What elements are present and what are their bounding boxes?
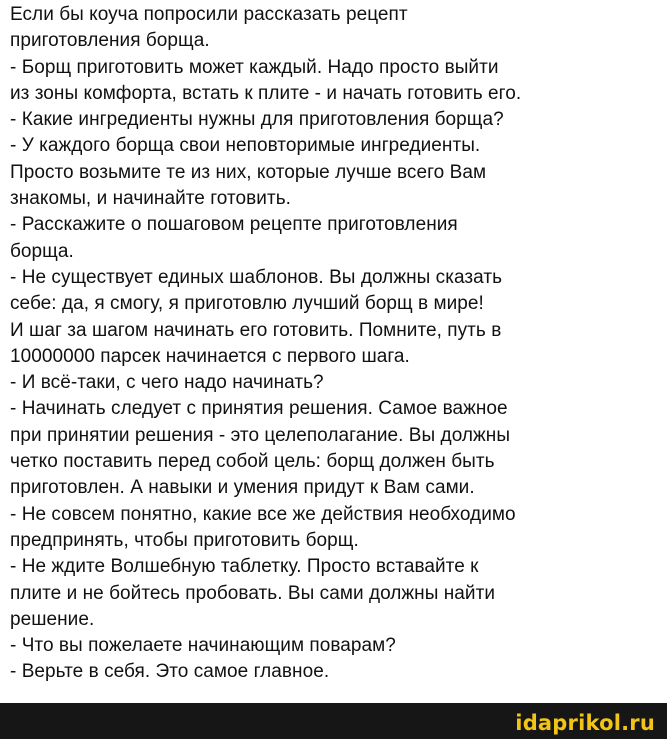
footer-bar xyxy=(0,703,667,739)
text-line: И шаг за шагом начинать его готовить. Помните, путь в xyxy=(10,319,502,341)
text-line: плите и не бойтесь пробовать. Вы сами должны найти xyxy=(10,582,495,604)
watermark-logo: idaprikol.ru xyxy=(515,711,655,735)
text-line: - Не совсем понятно, какие все же действия необходимо xyxy=(10,503,516,525)
text-line: - Не ждите Волшебную таблетку. Просто вставайте к xyxy=(10,556,479,578)
text-line: Просто возьмите те из них, которые лучше всего Вам xyxy=(10,161,487,183)
text-line: решение. xyxy=(10,608,95,630)
text-line: из зоны комфорта, встать к плите - и начать готовить его. xyxy=(10,82,522,104)
text-line: - Верьте в себя. Это самое главное. xyxy=(10,661,330,683)
text-line: - Не существует единых шаблонов. Вы должны сказать xyxy=(10,266,503,288)
text-line: - Какие ингредиенты нужны для приготовления борща? xyxy=(10,109,504,131)
text-line: - Что вы пожелаете начинающим поварам? xyxy=(10,635,396,657)
text-line: - И всё-таки, с чего надо начинать? xyxy=(10,372,324,394)
text-line: при принятии решения - это целеполагание. Вы должны xyxy=(10,424,511,446)
text-line: - Расскажите о пошаговом рецепте приготовления xyxy=(10,214,458,236)
text-line: Если бы коуча попросили рассказать рецепт xyxy=(10,4,408,25)
text-line: борща. xyxy=(10,240,74,262)
text-line: - Борщ приготовить может каждый. Надо просто выйти xyxy=(10,56,499,78)
text-line: предпринять, чтобы приготовить борщ. xyxy=(10,529,359,551)
text-line: - У каждого борща свои неповторимые ингредиенты. xyxy=(10,135,481,157)
text-line: себе: да, я смогу, я приготовлю лучший борщ в мире! xyxy=(10,293,484,315)
text-line: приготовлен. А навыки и умения придут к Вам сами. xyxy=(10,477,475,499)
text-line: 10000000 парсек начинается с первого шага. xyxy=(10,345,410,367)
text-line: - Начинать следует с принятия решения. Самое важное xyxy=(10,398,508,420)
article-text xyxy=(10,2,665,686)
text-line: четко поставить перед собой цель: борщ должен быть xyxy=(10,451,495,473)
text-line: знакомы, и начинайте готовить. xyxy=(10,188,291,210)
text-line: приготовления борща. xyxy=(10,30,210,52)
